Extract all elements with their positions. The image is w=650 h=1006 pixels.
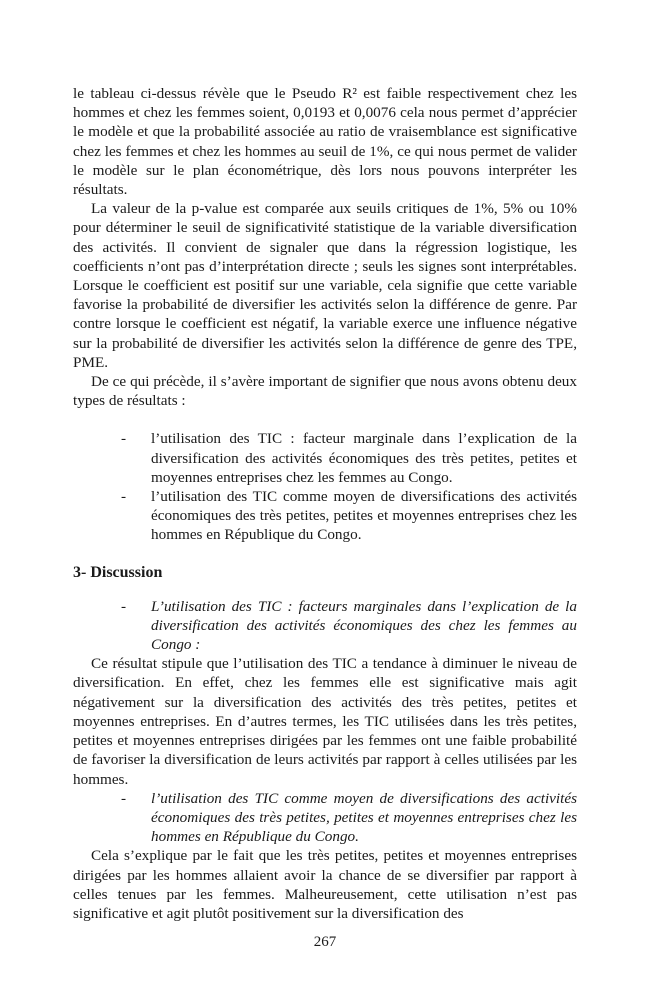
paragraph-pseudo-r2: le tableau ci-dessus révèle que le Pseudo R² est faible respectivement chez les hommes et chez les femmes soient, 0,0193 et 0,0076 cela nous permet d’apprécier le modèle et que la probabilité associée au ratio de vraisemblance est significative chez les femmes et chez les hommes au seuil de 1%, ce qui nous permet de valider le modèle sur le plan économétrique, dès lors nous pouvons interpréter les résultats. bbox=[73, 85, 577, 199]
list-dash: - bbox=[121, 488, 127, 506]
page-body bbox=[73, 84, 577, 923]
results-list-item bbox=[73, 429, 577, 487]
discussion-item-women bbox=[73, 597, 577, 655]
list-item bbox=[73, 789, 577, 847]
list-dash: - bbox=[121, 789, 127, 807]
page-number: 267 bbox=[313, 934, 337, 950]
list-item-text: l’utilisation des TIC comme moyen de diversifications des activités économiques des très petites, petites et moyennes entreprises chez les hommes en République du Congo. bbox=[151, 488, 577, 544]
results-list-item bbox=[73, 487, 577, 545]
list-dash: - bbox=[121, 597, 127, 615]
results-list bbox=[73, 429, 577, 544]
paragraph-results-intro: De ce qui précède, il s’avère important de signifier que nous avons obtenu deux types de résultats : bbox=[73, 373, 577, 410]
list-item bbox=[73, 597, 577, 655]
paragraph-discussion-men: Cela s’explique par le fait que les très petites, petites et moyennes entreprises dirigées par les hommes allaient avoir la chance de se diversifier par rapport à celles tenues par les femmes. Malheureusement, cette utilisation n’est pas significative et agit plutôt positivement sur la diversification des bbox=[73, 847, 577, 922]
list-dash: - bbox=[121, 430, 127, 448]
list-item-text: l’utilisation des TIC comme moyen de diversifications des activités économiques des très petites, petites et moyennes entreprises chez les hommes en République du Congo. bbox=[151, 789, 577, 846]
paragraph-discussion-women: Ce résultat stipule que l’utilisation des TIC a tendance à diminuer le niveau de diversification. En effet, chez les femmes elle est significative mais agit négativement sur la diversification des activités des très petites, petites et moyennes entreprises. En d’autres termes, les TIC utilisées dans les très petites, petites et moyennes entreprises dirigées par les femmes ont une faible probabilité de favoriser la diversification de leurs activités par rapport à celles utilisées par les hommes. bbox=[73, 655, 577, 788]
paragraph-p-value: La valeur de la p-value est comparée aux seuils critiques de 1%, 5% ou 10% pour déterminer le seuil de significativité statistique de la variable diversification des activités. Il convient de signaler que dans la régression logistique, les coefficients n’ont pas d’interprétation directe ; seuls les signes sont interprétables. Lorsque le coefficient est positif sur une variable, cela signifie que cette variable favorise la probabilité de diversifier les activités selon la différence de genre. Par contre lorsque le coefficient est négatif, la variable exerce une influence négative sur la probabilité de diversifier les activités selon la différence de genre des TPE, PME. bbox=[73, 200, 577, 371]
list-item-text: l’utilisation des TIC : facteur marginale dans l’explication de la diversification des activités économiques des très petites, petites et moyennes entreprises chez les femmes au Congo. bbox=[151, 430, 577, 486]
discussion-item-men bbox=[73, 789, 577, 847]
list-item-text: L’utilisation des TIC : facteurs marginales dans l’explication de la diversification des activités économiques des chez les femmes au Congo : bbox=[151, 597, 577, 654]
section-heading-discussion: 3- Discussion bbox=[73, 563, 163, 581]
